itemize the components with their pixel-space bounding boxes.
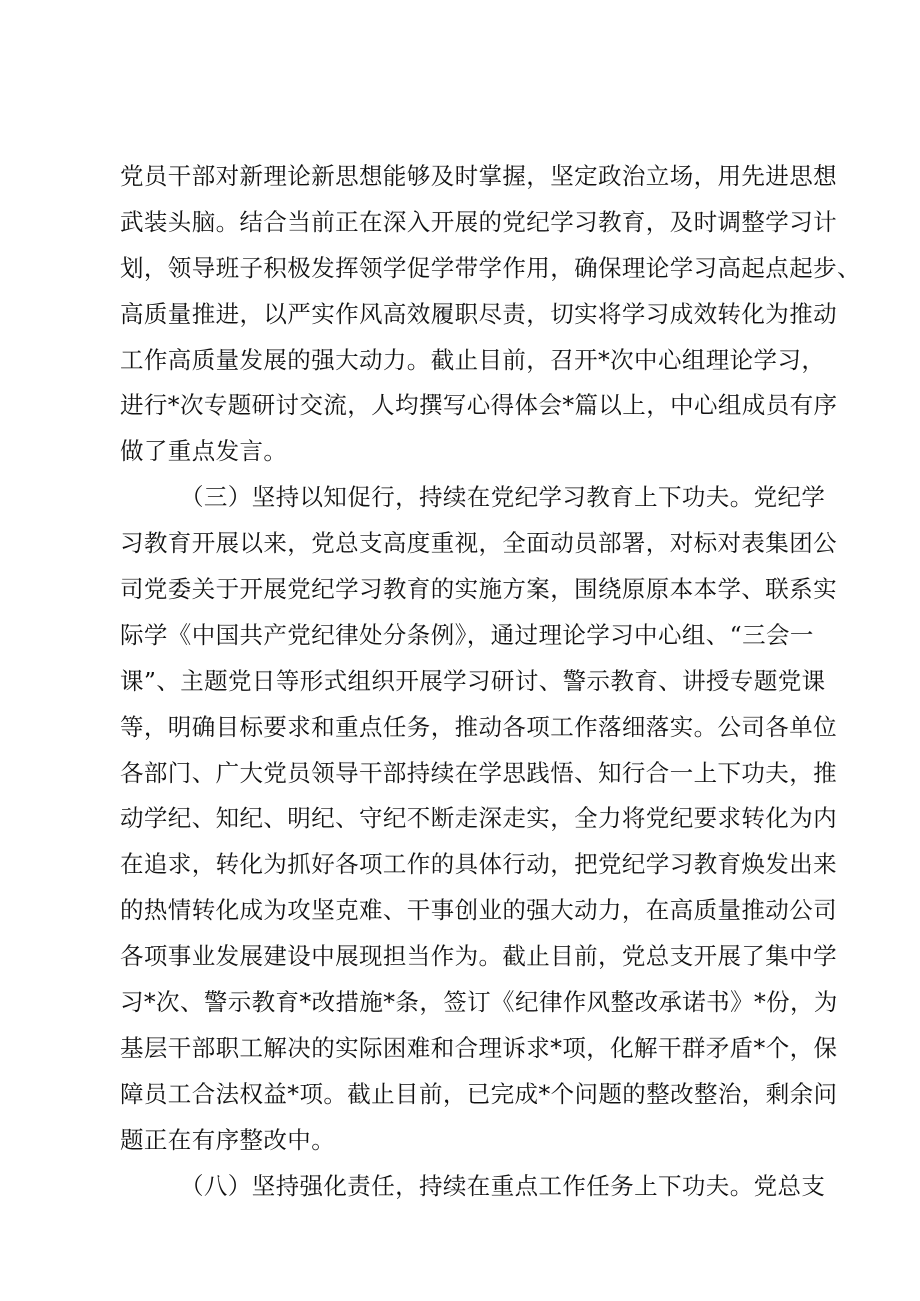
- paragraph-eight: [120, 1164, 826, 1210]
- text-line: 习教育开展以来，党总支高度重视，全面动员部署，对标对表集团公: [120, 529, 837, 558]
- text-line: 际学《中国共产党纪律处分条例》，通过理论学习中心组、“三会一: [120, 620, 814, 649]
- text-line: 做了重点发言。: [120, 437, 288, 466]
- text-line: 各项事业发展建设中展现担当作为。截止目前，党总支开展了集中学: [120, 942, 837, 971]
- paragraph-heading-eight: （八）坚持强化责任，持续在重点工作任务上下功夫。党总支: [180, 1171, 826, 1200]
- document-body: [120, 154, 861, 1209]
- paragraph-continuation: [120, 154, 861, 475]
- text-line: 基层干部职工解决的实际困难和合理诉求*项，化解干群矛盾*个，保: [120, 1033, 838, 1062]
- paragraph-heading-three: （三）坚持以知促行，持续在党纪学习教育上下功夫。党纪学: [180, 483, 826, 512]
- text-line: 划，领导班子积极发挥领学促学带学作用，确保理论学习高起点起步、: [120, 253, 861, 282]
- text-line: 进行*次专题研讨交流，人均撰写心得体会*篇以上，中心组成员有序: [120, 391, 838, 420]
- text-line: 工作高质量发展的强大动力。截止目前，召开*次中心组理论学习，: [120, 345, 826, 374]
- text-line: 障员工合法权益*项。截止目前，已完成*个问题的整改整治，剩余问: [120, 1079, 838, 1108]
- text-line: 习*次、警示教育*改措施*条，签订《纪律作风整改承诺书》*份，为: [120, 988, 838, 1017]
- text-line: 武装头脑。结合当前正在深入开展的党纪学习教育，及时调整学习计: [120, 207, 837, 236]
- text-line: 动学纪、知纪、明纪、守纪不断走深走实，全力将党纪要求转化为内: [120, 804, 837, 833]
- text-line: 党员干部对新理论新思想能够及时掌握，坚定政治立场，用先进思想: [120, 162, 837, 190]
- text-line: 的热情转化成为攻坚克难、干事创业的强大动力，在高质量推动公司: [120, 896, 837, 925]
- text-line: 高质量推进，以严实作风高效履职尽责，切实将学习成效转化为推动: [120, 299, 837, 328]
- text-line: 等，明确目标要求和重点任务，推动各项工作落细落实。公司各单位: [120, 712, 837, 741]
- text-line: 司党委关于开展党纪学习教育的实施方案，围绕原原本本学、联系实: [120, 575, 837, 604]
- text-line: 题正在有序整改中。: [120, 1125, 336, 1154]
- text-line: 课”、主题党日等形式组织开展学习研讨、警示教育、讲授专题党课: [120, 666, 826, 695]
- text-line: 在追求，转化为抓好各项工作的具体行动，把党纪学习教育焕发出来: [120, 850, 837, 879]
- text-line: 各部门、广大党员领导干部持续在学思践悟、知行合一上下功夫，推: [120, 758, 837, 787]
- paragraph-three: [120, 475, 838, 1163]
